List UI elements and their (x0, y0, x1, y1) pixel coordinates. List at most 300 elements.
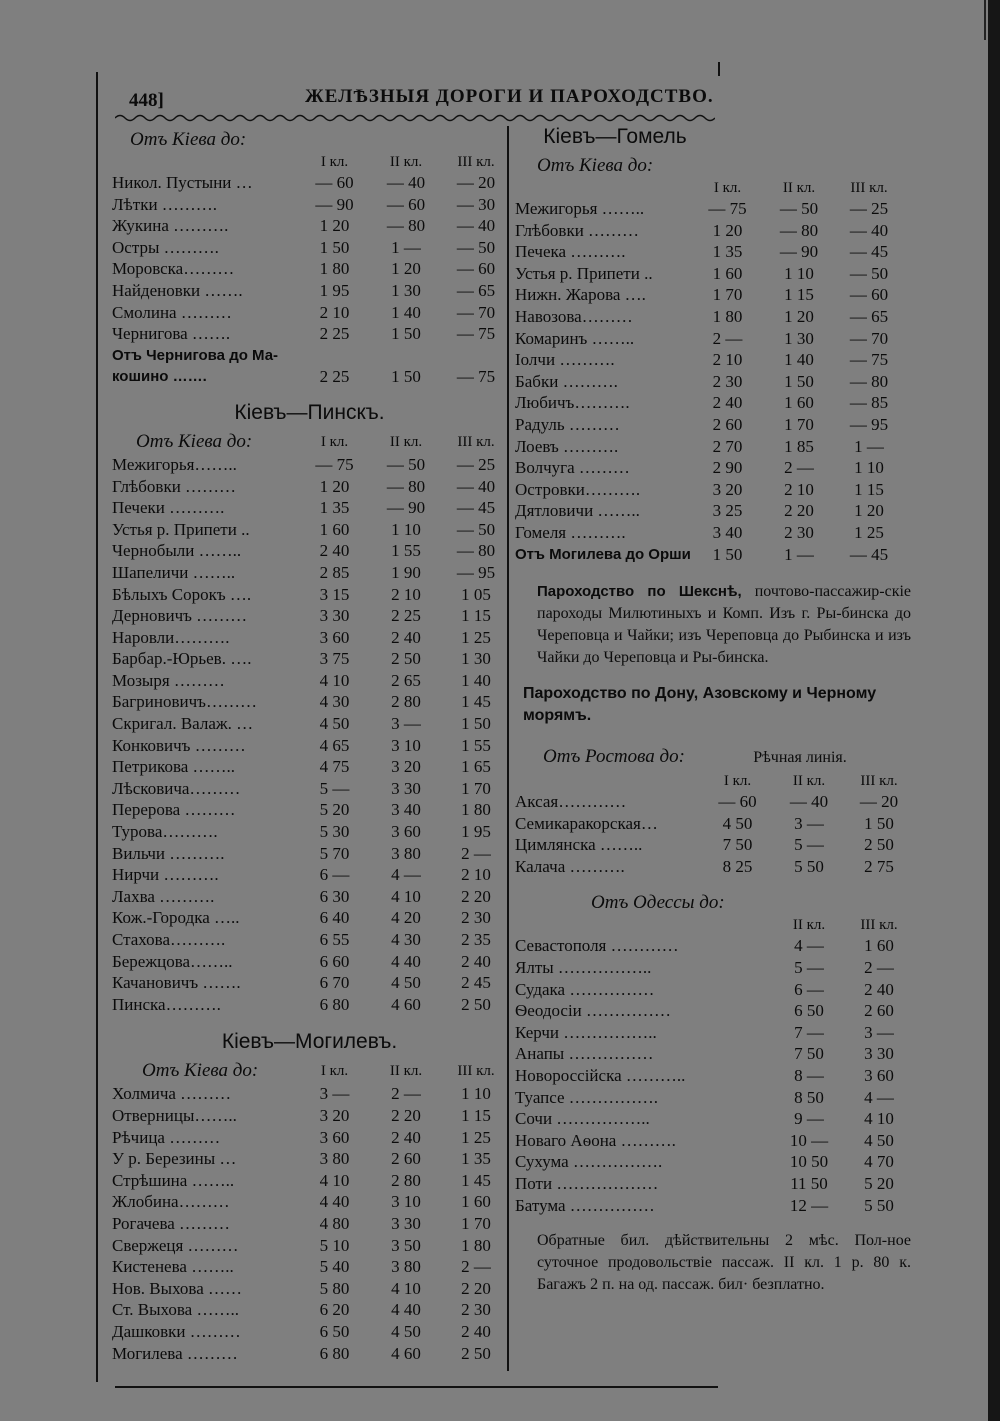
station-name: Кистенева …….. (112, 1257, 234, 1277)
fare-cell: 1 20 (784, 306, 814, 326)
mogilev-from-label: Отъ Кіева до: (142, 1060, 259, 1082)
station-name: Рогачева ……… (112, 1213, 231, 1233)
class-1-header: I кл. (320, 433, 349, 450)
fare-cell: 10 — (789, 1130, 829, 1150)
fare-cell: 2 10 (391, 584, 421, 604)
fare-cell: — 75 (849, 350, 889, 370)
fare-cell: 9 — (794, 1109, 824, 1129)
fare-cell: 1 30 (461, 649, 491, 669)
fare-cell: 2 20 (784, 501, 814, 521)
fare-cell: 3 20 (319, 1105, 350, 1125)
station-name: Радуль ……… (515, 414, 620, 434)
table-row (112, 1256, 507, 1278)
table-row (515, 1108, 915, 1130)
fare-cell: 4 30 (391, 930, 421, 949)
station-name: Аксая………… (515, 792, 627, 812)
fare-cell: 3 60 (864, 1066, 894, 1086)
table-row (515, 1173, 915, 1195)
class-3-header: III кл. (850, 180, 888, 196)
fare-cell: 8 — (794, 1066, 824, 1086)
fare-cell: 1 60 (864, 936, 894, 956)
fare-cell: 2 70 (712, 436, 743, 456)
fare-cell: 4 10 (319, 1170, 350, 1190)
fare-cell: 2 80 (391, 1170, 421, 1190)
fare-cell: 2 40 (391, 1127, 421, 1147)
mogilev-section-title: Кіевъ—Могилевъ. (221, 1030, 398, 1054)
fare-cell: 2 75 (864, 856, 894, 876)
table-row (112, 713, 507, 735)
table-row (112, 799, 507, 821)
station-name: Ѳеодосіи …………… (515, 1001, 672, 1021)
table-row (112, 1278, 507, 1300)
station-name: Бабки ………. (515, 371, 618, 391)
station-name: Семикаракорская… (515, 813, 658, 833)
fare-cell: 4 10 (391, 886, 421, 906)
fare-cell: 12 — (789, 1195, 829, 1215)
fare-cell: 1 15 (784, 285, 814, 305)
mogilev-class-headers (112, 1059, 507, 1083)
odessa-table (515, 935, 915, 1216)
fare-cell: 6 — (794, 979, 824, 999)
station-name: Отверницы…….. (112, 1105, 237, 1125)
fare-cell: — 20 (456, 173, 496, 192)
page-header (115, 82, 720, 112)
table-row (112, 778, 507, 800)
fare-cell: — 80 (456, 541, 496, 561)
station-name: Барбар.-Юрьев. …. (112, 649, 252, 669)
table-row (515, 263, 915, 285)
fare-3: — 75 (456, 367, 496, 387)
fare-cell: 4 70 (864, 1152, 894, 1172)
fare-cell: 2 60 (712, 414, 743, 434)
fare-cell: 1 55 (391, 541, 421, 561)
fare-cell: 2 45 (461, 973, 491, 993)
fare-cell: 1 80 (712, 306, 743, 326)
fare-cell: 3 30 (864, 1044, 894, 1064)
station-name: Іолчи ………. (515, 350, 615, 370)
table-row (112, 735, 507, 757)
fare-cell: — 90 (779, 242, 819, 262)
fare-cell: 1 30 (784, 328, 814, 348)
fare-cell: 7 50 (794, 1044, 824, 1064)
station-name: Судака …………… (515, 979, 655, 999)
table-row (112, 519, 507, 541)
fare-cell: 2 50 (391, 649, 421, 669)
station-name: Печеки ………. (112, 498, 225, 518)
class-2-header: II кл. (389, 433, 423, 450)
fare-cell: 3 — (391, 714, 421, 734)
fare-cell: — 50 (456, 519, 496, 539)
fare-cell: 4 10 (391, 1278, 421, 1298)
station-name: Отъ Могилева до Орши (515, 545, 691, 563)
gomel-table-wrap (515, 178, 915, 1296)
fare-cell: 2 50 (461, 1343, 491, 1363)
station-name: Сухума ……………. (515, 1152, 663, 1172)
table-row (112, 1321, 507, 1343)
table-row (515, 500, 915, 522)
fare-cell: 3 10 (391, 1192, 421, 1212)
fare-cell: — 40 (456, 476, 496, 496)
fare-cell: — 70 (849, 328, 889, 348)
fare-cell: — 80 (386, 476, 426, 496)
table-row (112, 756, 507, 778)
fare-cell: 4 10 (864, 1109, 894, 1129)
fare-cell: 1 20 (319, 216, 350, 236)
table-row (515, 1000, 915, 1022)
fare-cell: — 45 (456, 498, 496, 518)
table-row (112, 605, 507, 627)
class-1-header: I кл. (713, 180, 742, 196)
fare-cell: 1 70 (784, 414, 814, 434)
station-name: Багриновичъ……… (112, 692, 257, 712)
station-name: Батума …………… (515, 1195, 655, 1215)
table-row (112, 886, 507, 908)
fare-cell: 4 65 (319, 735, 350, 755)
station-name: Лахва ………. (112, 886, 215, 906)
station-name: Нов. Выхова …… (112, 1278, 243, 1298)
fare-cell: 5 — (794, 835, 824, 855)
fare-cell: 1 — (391, 237, 421, 257)
fare-cell: 5 10 (319, 1235, 350, 1255)
fare-cell: 2 10 (319, 302, 350, 322)
station-name: Нирчи ………. (112, 865, 219, 885)
fare-cell: 2 80 (391, 692, 421, 712)
fare-cell: 4 40 (391, 951, 421, 971)
fare-cell: — 65 (849, 306, 889, 326)
table-row (112, 670, 507, 692)
station-name: Пинска………. (112, 994, 221, 1014)
sheksna-paragraph (515, 581, 915, 669)
fare-cell: 7 50 (722, 835, 753, 855)
fare-cell: — 75 (315, 454, 354, 474)
station-name: Новаго Аѳона ………. (515, 1130, 676, 1150)
left-column (112, 128, 507, 1364)
station-name: Скригал. Валаж. … (112, 714, 254, 734)
fare-cell: — 80 (779, 220, 819, 240)
table-row (112, 691, 507, 713)
station-name: Жлобина……… (112, 1192, 230, 1212)
chernigov-note-text: Отъ Чернигова до Ма- (112, 346, 279, 364)
final-note: Обратные бил. дѣйствительны 2 мѣс. Пол-ное суточное продовольствіе пассаж. II кл. 1 р. 80 к. Багажъ 2 п. на од. пассаж. бил· безплатно. (537, 1232, 911, 1294)
station-name: Качановичъ ……. (112, 973, 241, 993)
fare-cell: 4 — (794, 936, 824, 956)
fare-cell: 2 50 (864, 835, 894, 855)
fare-cell: — 85 (849, 393, 889, 413)
station-name: Туапсе ……………. (515, 1087, 659, 1107)
chernigov-note-line-1 (112, 345, 507, 367)
fare-cell: 1 55 (461, 735, 491, 755)
fare-cell: — 90 (386, 498, 426, 518)
odessa-class-3-header: III кл. (860, 917, 898, 934)
station-name: Бѣлыхъ Сорокъ …. (112, 584, 252, 604)
fare-cell: 6 30 (319, 886, 350, 906)
fare-cell: 2 85 (319, 562, 350, 582)
station-name: Стахова………. (112, 930, 226, 949)
table-row (112, 929, 507, 951)
fare-cell: 2 — (461, 843, 491, 863)
fare-cell: 4 40 (391, 1300, 421, 1320)
fare-cell: 1 35 (712, 242, 743, 262)
fare-cell: 4 60 (391, 1343, 421, 1363)
fare-cell: 8 25 (722, 856, 753, 876)
fare-cell: 2 20 (461, 1278, 491, 1298)
fare-cell: — 25 (849, 199, 889, 218)
station-name: Глѣбовки ……… (112, 476, 237, 496)
fare-cell: 1 50 (712, 544, 743, 564)
fare-cell: 1 15 (461, 606, 491, 626)
fare-cell: 11 50 (790, 1174, 828, 1193)
station-name: Новороссійска ……….. (515, 1066, 686, 1086)
fare-cell: — 60 (386, 194, 426, 214)
table-row (515, 479, 915, 501)
fare-cell: 4 50 (319, 714, 350, 734)
class-3-header: III кл. (860, 773, 898, 790)
table-row (112, 648, 507, 670)
fare-cell: 4 30 (319, 692, 350, 712)
table-row (515, 1065, 915, 1087)
table-row (112, 951, 507, 973)
fare-cell: 3 50 (391, 1235, 421, 1255)
fare-cell: 5 20 (864, 1174, 894, 1193)
fare-cell: 6 50 (319, 1321, 350, 1341)
fare-cell: 7 — (794, 1022, 824, 1042)
table-row (515, 834, 915, 856)
fare-cell: — 50 (849, 263, 889, 283)
scan-edge (988, 0, 1000, 1421)
fare-cell: 6 70 (319, 973, 350, 993)
fare-cell: 1 25 (461, 1127, 491, 1147)
table-row (112, 1148, 507, 1170)
class-1-header: I кл. (723, 773, 752, 790)
table-row (112, 843, 507, 865)
table-row (112, 497, 507, 519)
station-name: Поти ……………… (515, 1174, 659, 1193)
fare-cell: 1 50 (784, 371, 814, 391)
fare-cell: 4 50 (722, 813, 753, 833)
fare-cell: 3 30 (391, 778, 421, 798)
table-row (112, 1083, 507, 1105)
table-row (112, 540, 507, 562)
pinsk-section-title: Кіевъ—Пинскъ. (234, 400, 385, 424)
station-name: Дерновичъ ……… (112, 606, 248, 626)
fare-cell: — 70 (456, 302, 496, 322)
table-row (112, 864, 507, 886)
fare-cell: 1 50 (391, 324, 421, 344)
fare-cell: — 50 (779, 199, 819, 218)
station-name: Нижн. Жарова …. (515, 285, 646, 305)
fare-cell: — 65 (456, 280, 496, 300)
fare-cell: 2 10 (784, 479, 814, 499)
fare-cell: 6 60 (319, 951, 350, 971)
gomel-section-title: Кіевъ—Гомель (543, 125, 687, 148)
fare-cell: 10 50 (789, 1152, 829, 1172)
station-name: Вильчи ………. (112, 843, 225, 863)
fare-cell: 2 25 (391, 606, 421, 626)
fare-cell: 2 30 (784, 522, 814, 542)
fare-cell: — 90 (315, 194, 354, 214)
pinsk-from-label: Отъ Кіева до: (136, 430, 253, 452)
fare-cell: 2 10 (461, 865, 491, 885)
table-row (112, 476, 507, 498)
station-name: Чернигова ……. (112, 324, 231, 344)
rostov-table (515, 791, 915, 877)
fare-cell: 6 80 (319, 1343, 350, 1363)
table-row (515, 1043, 915, 1065)
station-name: Шапеличи …….. (112, 562, 236, 582)
chernigov-note-line-2 (112, 366, 507, 388)
fare-cell: 2 — (461, 1257, 491, 1277)
class-headers (112, 152, 507, 172)
fare-cell: — 40 (386, 173, 426, 192)
table-row (515, 544, 915, 566)
fare-cell: 4 50 (391, 1321, 421, 1341)
fare-cell: 2 40 (461, 951, 491, 971)
fare-cell: 1 95 (319, 280, 350, 300)
class-1-header: I кл. (320, 154, 349, 170)
station-name: Печека ………. (515, 242, 626, 262)
fare-cell: 1 25 (461, 627, 491, 647)
fare-cell: 4 — (391, 865, 421, 885)
class-3-header: III кл. (457, 433, 495, 450)
page-border-right (718, 62, 720, 76)
station-name: Комаринъ …….. (515, 328, 635, 348)
fare-cell: 3 — (864, 1022, 894, 1042)
odessa-class-2-header: II кл. (792, 917, 826, 934)
fare-cell: 1 40 (784, 350, 814, 370)
fare-cell: 2 40 (319, 541, 350, 561)
fare-cell: 3 60 (391, 822, 421, 842)
fare-cell: 5 80 (319, 1278, 350, 1298)
table-row (112, 1213, 507, 1235)
fare-cell: — 75 (456, 324, 496, 344)
fare-cell: 1 10 (854, 458, 884, 478)
table-row (112, 1105, 507, 1127)
station-name: Дятловичи …….. (515, 501, 640, 521)
fare-cell: 2 40 (461, 1321, 491, 1341)
class-2-header: II кл. (389, 154, 423, 170)
fare-cell: 2 30 (461, 1300, 491, 1320)
station-name: Волчуга ……… (515, 458, 630, 478)
fare-cell: 2 65 (391, 670, 421, 690)
river-line-label: Рѣчная линія. (753, 749, 847, 767)
fare-cell: 2 35 (461, 930, 491, 949)
fare-cell: 1 60 (712, 263, 743, 283)
station-name: Конковичъ ……… (112, 735, 246, 755)
fare-cell: — 95 (849, 414, 889, 434)
table-row (515, 414, 915, 436)
table-row (515, 813, 915, 835)
fare-cell: 1 70 (461, 1213, 491, 1233)
rostov-class-headers (515, 771, 915, 791)
fare-cell: 1 40 (391, 302, 421, 322)
fare-cell: 4 60 (391, 994, 421, 1014)
table-row (112, 237, 507, 259)
fare-cell: 3 40 (712, 522, 743, 542)
table-row (112, 562, 507, 584)
rostov-from-label: Отъ Ростова до: (543, 746, 685, 768)
fare-cell: — 60 (849, 285, 889, 305)
fare-cell: 1 60 (319, 519, 350, 539)
kiev-pinsk-table (112, 454, 507, 1015)
fare-cell: 2 — (784, 458, 814, 478)
fare-cell: 1 10 (461, 1084, 491, 1104)
table-row (112, 454, 507, 476)
table-row (515, 306, 915, 328)
fare-cell: 6 80 (319, 994, 350, 1014)
fare-cell: 1 70 (461, 778, 491, 798)
fare-cell: 1 05 (461, 584, 491, 604)
table-row (515, 392, 915, 414)
table-row (515, 220, 915, 242)
table-row (112, 1127, 507, 1149)
gomel-from-label: Отъ Кіева до: (537, 155, 654, 176)
fare-cell: 1 20 (391, 259, 421, 279)
fare-cell: 3 40 (391, 800, 421, 820)
fare-cell: 5 50 (864, 1195, 894, 1215)
fare-cell: 2 30 (461, 908, 491, 928)
fare-cell: 1 20 (854, 501, 884, 521)
station-name: Моровска……… (112, 259, 235, 279)
fare-cell: — 20 (859, 792, 899, 812)
table-row (515, 241, 915, 263)
rostov-header (515, 745, 915, 771)
page-border-left (96, 72, 98, 1382)
fare-cell: 1 40 (461, 670, 491, 690)
table-row (515, 957, 915, 979)
fare-cell: 1 10 (784, 263, 814, 283)
station-name: Лоевъ ………. (515, 436, 619, 456)
fare-cell: 5 — (794, 958, 824, 978)
table-row (515, 979, 915, 1001)
fare-cell: 2 20 (461, 886, 491, 906)
table-row (112, 584, 507, 606)
fare-cell: 2 50 (461, 994, 491, 1014)
fare-cell: 4 80 (319, 1213, 350, 1233)
fare-cell: 2 20 (391, 1105, 421, 1125)
table-row (112, 907, 507, 929)
fare-cell: 2 30 (712, 371, 743, 391)
fare-cell: 1 45 (461, 1170, 491, 1190)
fare-cell: 1 20 (712, 220, 743, 240)
station-name: Устья р. Припети .. (515, 263, 653, 283)
fare-cell: 5 40 (319, 1257, 350, 1277)
kiev-chernigov-table (112, 172, 507, 345)
table-row (112, 1170, 507, 1192)
fare-cell: — 75 (708, 199, 747, 218)
table-row (515, 1130, 915, 1152)
station-name: Смолина ……… (112, 302, 232, 322)
fare-cell: 6 20 (319, 1300, 350, 1320)
chernigov-note-station: кошино ……. (112, 368, 207, 386)
class-2-header: II кл. (389, 1063, 423, 1080)
page-number: 448] (129, 90, 164, 111)
odessa-class-headers (515, 915, 915, 935)
fare-cell: 1 50 (864, 813, 894, 833)
table-row (112, 1343, 507, 1365)
fare-cell: 4 50 (391, 973, 421, 993)
class-3-header: III кл. (457, 1063, 495, 1080)
don-heading: Пароходство по Дону, Азовскому и Черному морямъ. (523, 685, 877, 725)
station-name: Керчи …………….. (515, 1022, 657, 1042)
fare-cell: — 25 (456, 454, 496, 474)
fare-cell: 6 50 (794, 1001, 824, 1021)
fare-cell: 4 — (864, 1087, 894, 1107)
fare-cell: 3 20 (712, 479, 743, 499)
station-name: Холмича ……… (112, 1084, 232, 1104)
station-name: Кож.-Городка ….. (112, 908, 240, 928)
fare-1: 2 25 (319, 367, 350, 387)
station-name: Устья р. Припети .. (112, 519, 250, 539)
